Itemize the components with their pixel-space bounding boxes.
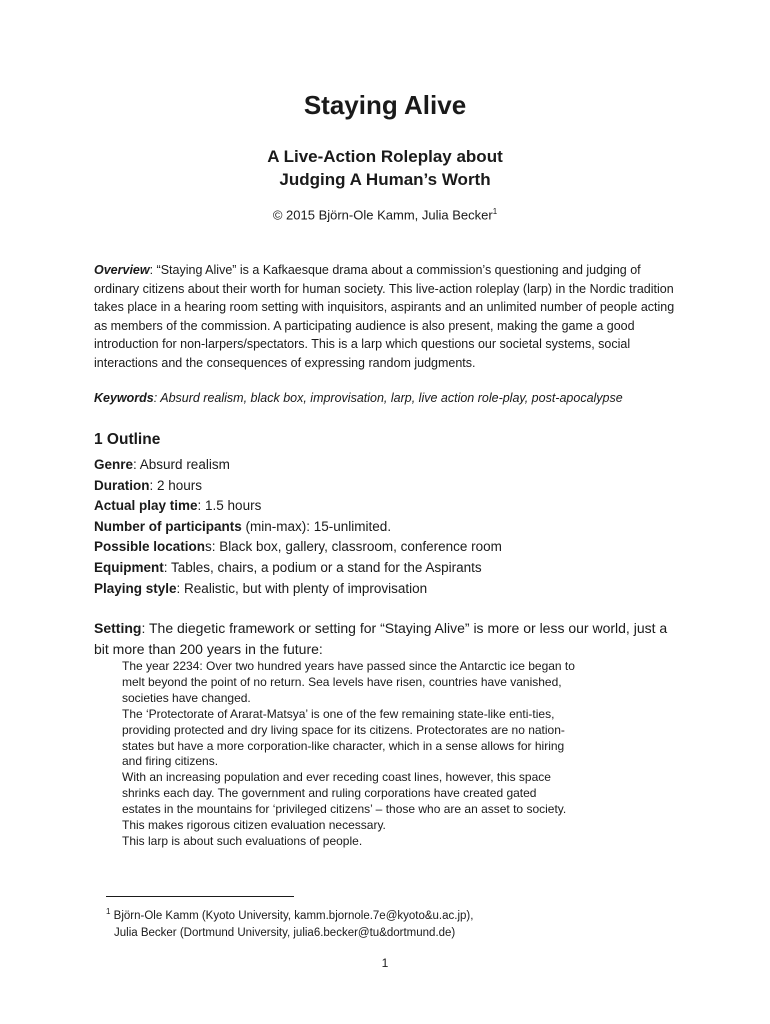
quote-line: This larp is about such evaluations of people.	[122, 833, 363, 848]
quote-line: states but have a more corporation-like character, which in a sense allows for hiring	[122, 738, 565, 753]
quote-line: melt beyond the point of no return. Sea levels have risen, countries have vanished,	[122, 674, 562, 689]
keywords-text: : Absurd realism, black box, improvisation, larp, live action role-play, post-apocalypse	[153, 391, 623, 405]
footnote-line-1	[106, 904, 473, 925]
quote-line: societies have changed.	[122, 690, 251, 705]
spec-row	[94, 537, 502, 558]
quote-line: The year 2234: Over two hundred years have passed since the Antarctic ice began to	[122, 659, 575, 673]
footnote-text-1: Björn-Ole Kamm (Kyoto University, kamm.bjornole.7e@kyoto&u.ac.jp),	[113, 910, 474, 922]
footnote-line-2: Julia Becker (Dortmund University, julia6.becker@tu&dortmund.de)	[114, 926, 456, 939]
spec-label: Equipment	[94, 559, 164, 575]
subtitle-line-1: A Live-Action Roleplay about	[267, 147, 503, 166]
setting-quote-block	[122, 659, 642, 850]
keywords-paragraph	[94, 391, 680, 405]
spec-label: Actual play time	[94, 498, 198, 514]
spec-row	[94, 455, 502, 476]
footnote-divider	[106, 896, 294, 897]
spec-row	[94, 517, 502, 538]
document-title: Staying Alive	[303, 90, 467, 120]
spec-value: : Realistic, but with plenty of improvisation	[176, 580, 428, 596]
setting-paragraph	[94, 618, 680, 660]
spec-value: : Tables, chairs, a podium or a stand for the Aspirants	[163, 559, 482, 575]
subtitle-line-2: Judging A Human’s Worth	[279, 170, 491, 189]
overview-text: : “Staying Alive” is a Kafkaesque drama about a commission’s questioning and judging of ordinary citizens about their worth for human society. This live-action roleplay (larp) in the Nordic tradition takes place in a hearing room setting with inquisitors, aspirants and an unlimited number of people acting as members of the commission. A participating audience is also present, making the game a good introduction for non-larpers/spectators. This is a larp which questions our societal systems, social interactions and the consequences of expressing random judgments.	[94, 263, 675, 370]
keywords-label: Keywords	[94, 391, 154, 405]
quote-line: providing protected and dry living space for its citizens. Protectorates are no nation-	[122, 722, 565, 737]
spec-label: Number of participants	[94, 518, 242, 534]
page-number: 1	[381, 956, 389, 970]
spec-value: : Absurd realism	[133, 457, 230, 472]
spec-row	[94, 558, 502, 579]
quote-line: estates in the mountains for ‘privileged citizens’ – those who are an asset to society.	[122, 802, 567, 817]
quote-line: With an increasing population and ever receding coast lines, however, this space	[122, 770, 551, 785]
spec-value: : 1.5 hours	[197, 498, 262, 514]
overview-label: Overview	[94, 263, 150, 277]
outline-heading: 1 Outline	[94, 431, 161, 448]
document-subtitle	[0, 145, 770, 191]
setting-label: Setting	[94, 620, 142, 636]
spec-value: s: Black box, gallery, classroom, conference room	[205, 539, 502, 555]
author-text: © 2015 Björn-Ole Kamm, Julia Becker	[272, 207, 493, 223]
footnote	[106, 904, 473, 941]
quote-line: The ‘Protectorate of Ararat-Matsya’ is one of the few remaining state-like enti-ties,	[122, 706, 555, 721]
spec-label: Genre	[94, 457, 134, 472]
spec-value: (min-max): 15-unlimited.	[241, 518, 392, 534]
overview-paragraph	[94, 261, 680, 373]
spec-row	[94, 496, 502, 517]
spec-value: : 2 hours	[149, 477, 203, 493]
quote-line: and firing citizens.	[122, 754, 219, 769]
spec-label: Duration	[94, 477, 150, 493]
spec-row	[94, 579, 502, 600]
spec-row	[94, 476, 502, 497]
author-footnote-mark: 1	[492, 207, 498, 216]
quote-line: This makes rigorous citizen evaluation necessary.	[122, 818, 386, 833]
spec-label: Possible location	[94, 539, 206, 555]
spec-label: Playing style	[94, 580, 177, 596]
quote-line: shrinks each day. The government and ruling corporations have created gated	[122, 786, 537, 801]
setting-text: : The diegetic framework or setting for “Staying Alive” is more or less our world, just a bit more than 200 years in the future:	[94, 620, 668, 657]
author-line	[0, 207, 770, 222]
footnote-mark: 1	[106, 907, 111, 916]
outline-specs	[94, 455, 502, 599]
